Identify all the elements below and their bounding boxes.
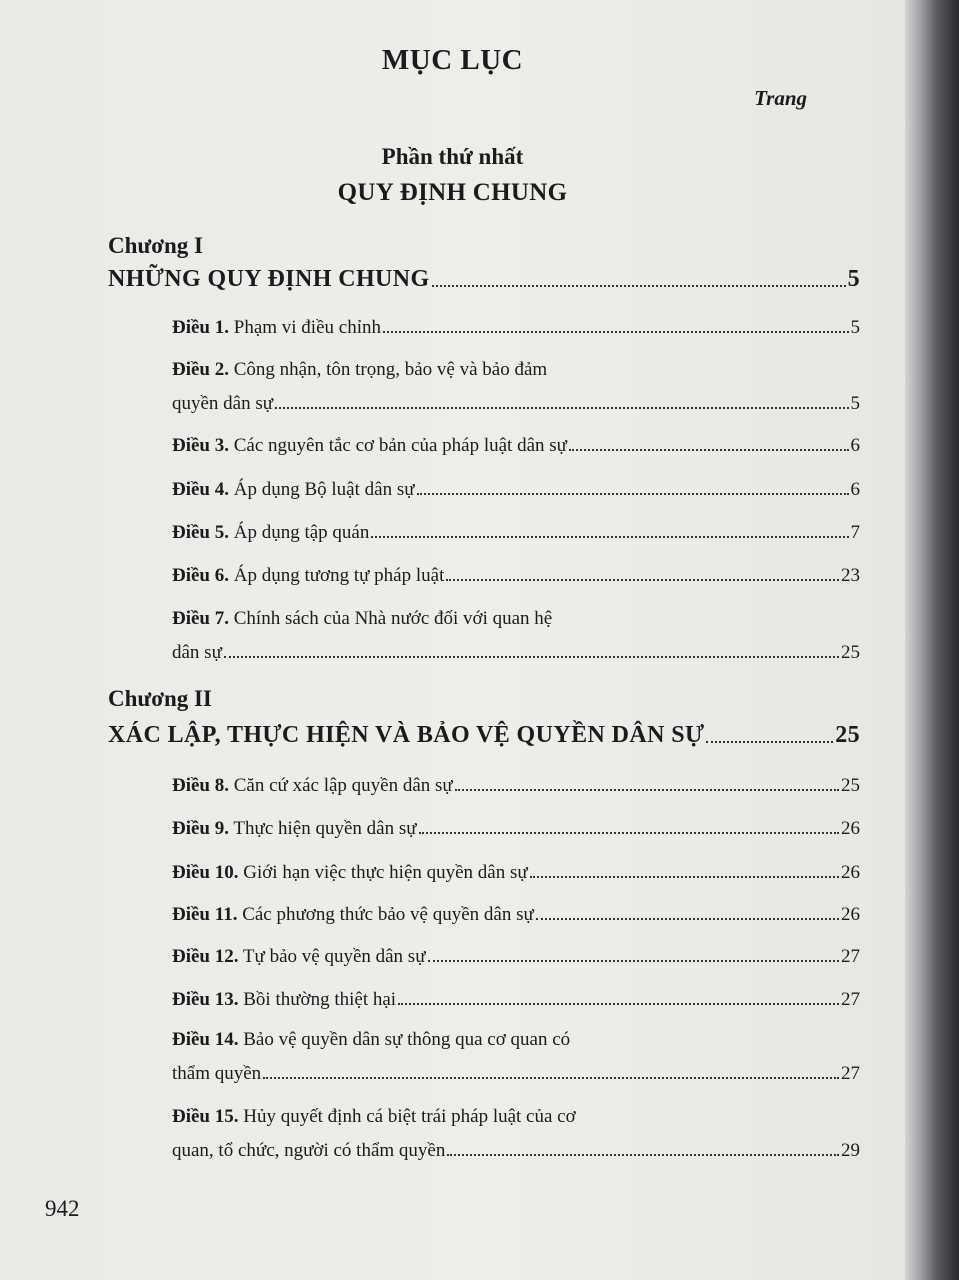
- dot-leader: [398, 1003, 839, 1005]
- toc-entry-line: [172, 359, 732, 381]
- dot-leader: [428, 960, 840, 962]
- article-title: Tự bảo vệ quyền dân sự: [242, 946, 426, 967]
- toc-entry: [172, 479, 860, 501]
- chapter-number: Chương I: [108, 233, 203, 258]
- toc-entry: [172, 775, 860, 797]
- dot-leader: [706, 741, 833, 743]
- dot-leader: [419, 832, 839, 834]
- chapter-page: 5: [847, 266, 860, 292]
- chapter-title: NHỮNG QUY ĐỊNH CHUNG: [108, 266, 430, 292]
- article-title-cont: quyền dân sự: [172, 393, 274, 414]
- article-label: Điều 5.: [172, 522, 229, 543]
- article-label: Điều 4.: [172, 479, 229, 500]
- article-title: Phạm vi điều chỉnh: [233, 317, 381, 338]
- part-subtitle: QUY ĐỊNH CHUNG: [337, 179, 568, 206]
- page-number: 942: [45, 1196, 80, 1221]
- toc-entry: [172, 435, 860, 457]
- toc-entry: [172, 989, 860, 1011]
- page-column-label: Trang: [754, 86, 807, 110]
- dot-leader: [455, 789, 839, 791]
- article-title-cont: thẩm quyền: [172, 1063, 262, 1084]
- book-spine-shadow: [905, 0, 959, 1280]
- article-title: Giới hạn việc thực hiện quyền dân sự: [243, 862, 528, 883]
- article-title-cont: quan, tổ chức, người có thẩm quyền: [172, 1140, 446, 1161]
- article-page: 25: [841, 642, 860, 663]
- article-title: Áp dụng tập quán: [233, 522, 370, 543]
- article-title: Áp dụng Bộ luật dân sự: [233, 479, 415, 500]
- toc-entry: [172, 1063, 860, 1085]
- article-page: 25: [841, 775, 860, 796]
- article-title: Các phương thức bảo vệ quyền dân sự: [242, 904, 534, 925]
- toc-entry-line: [172, 1029, 732, 1051]
- toc-entry-line: [172, 1106, 732, 1128]
- article-label: Điều 12.: [172, 946, 239, 967]
- chapter-entry: [108, 722, 860, 749]
- dot-leader: [263, 1077, 839, 1079]
- article-label: Điều 15.: [172, 1106, 239, 1127]
- article-title: Công nhận, tôn trọng, bảo vệ và bảo đảm: [233, 359, 548, 380]
- article-label: Điều 8.: [172, 775, 229, 796]
- article-title-cont: dân sự: [172, 642, 222, 663]
- dot-leader: [536, 918, 839, 920]
- toc-entry: [172, 642, 860, 664]
- article-page: 27: [841, 1063, 860, 1084]
- article-label: Điều 13.: [172, 989, 239, 1010]
- article-title: Bồi thường thiệt hại: [243, 989, 397, 1010]
- toc-entry: [172, 904, 860, 926]
- article-label: Điều 2.: [172, 359, 229, 380]
- article-title: Hủy quyết định cá biệt trái pháp luật của cơ: [243, 1106, 576, 1127]
- dot-leader: [530, 876, 839, 878]
- article-label: Điều 14.: [172, 1029, 239, 1050]
- dot-leader: [371, 536, 848, 538]
- article-page: 26: [841, 904, 860, 925]
- article-page: 23: [841, 565, 860, 586]
- toc-entry: [172, 565, 860, 587]
- article-page: 6: [850, 479, 860, 500]
- part-title: Phần thứ nhất: [381, 144, 524, 169]
- toc-entry: [172, 317, 860, 339]
- dot-leader: [383, 331, 849, 333]
- article-label: Điều 3.: [172, 435, 229, 456]
- article-label: Điều 6.: [172, 565, 229, 586]
- chapter-title: XÁC LẬP, THỰC HIỆN VÀ BẢO VỆ QUYỀN DÂN SỰ: [108, 722, 705, 748]
- article-page: 27: [841, 946, 860, 967]
- dot-leader: [446, 579, 839, 581]
- article-label: Điều 10.: [172, 862, 239, 883]
- toc-entry: [172, 818, 860, 840]
- article-title: Các nguyên tắc cơ bản của pháp luật dân sự: [233, 435, 567, 456]
- chapter-page: 25: [835, 722, 860, 748]
- article-page: 29: [841, 1140, 860, 1161]
- dot-leader: [447, 1154, 839, 1156]
- toc-entry: [172, 522, 860, 544]
- article-title: Thực hiện quyền dân sự: [233, 818, 417, 839]
- chapter-entry: [108, 266, 860, 293]
- article-label: Điều 1.: [172, 317, 229, 338]
- article-page: 27: [841, 989, 860, 1010]
- dot-leader: [417, 493, 849, 495]
- article-label: Điều 9.: [172, 818, 229, 839]
- article-page: 26: [841, 862, 860, 883]
- article-page: 26: [841, 818, 860, 839]
- toc-entry: [172, 1140, 860, 1162]
- article-title: Áp dụng tương tự pháp luật: [233, 565, 445, 586]
- toc-title: MỤC LỤC: [381, 44, 524, 76]
- article-label: Điều 11.: [172, 904, 238, 925]
- dot-leader: [569, 449, 849, 451]
- toc-entry: [172, 946, 860, 968]
- dot-leader: [275, 407, 848, 409]
- article-page: 7: [850, 522, 860, 543]
- chapter-number: Chương II: [108, 686, 212, 711]
- article-title: Chính sách của Nhà nước đối với quan hệ: [233, 608, 553, 629]
- article-page: 5: [850, 317, 860, 338]
- article-page: 5: [850, 393, 860, 414]
- toc-entry: [172, 862, 860, 884]
- toc-entry: [172, 393, 860, 415]
- dot-leader: [224, 656, 839, 658]
- article-page: 6: [850, 435, 860, 456]
- article-label: Điều 7.: [172, 608, 229, 629]
- article-title: Căn cứ xác lập quyền dân sự: [233, 775, 453, 796]
- toc-entry-line: [172, 608, 732, 630]
- dot-leader: [432, 285, 846, 287]
- article-title: Bảo vệ quyền dân sự thông qua cơ quan có: [243, 1029, 571, 1050]
